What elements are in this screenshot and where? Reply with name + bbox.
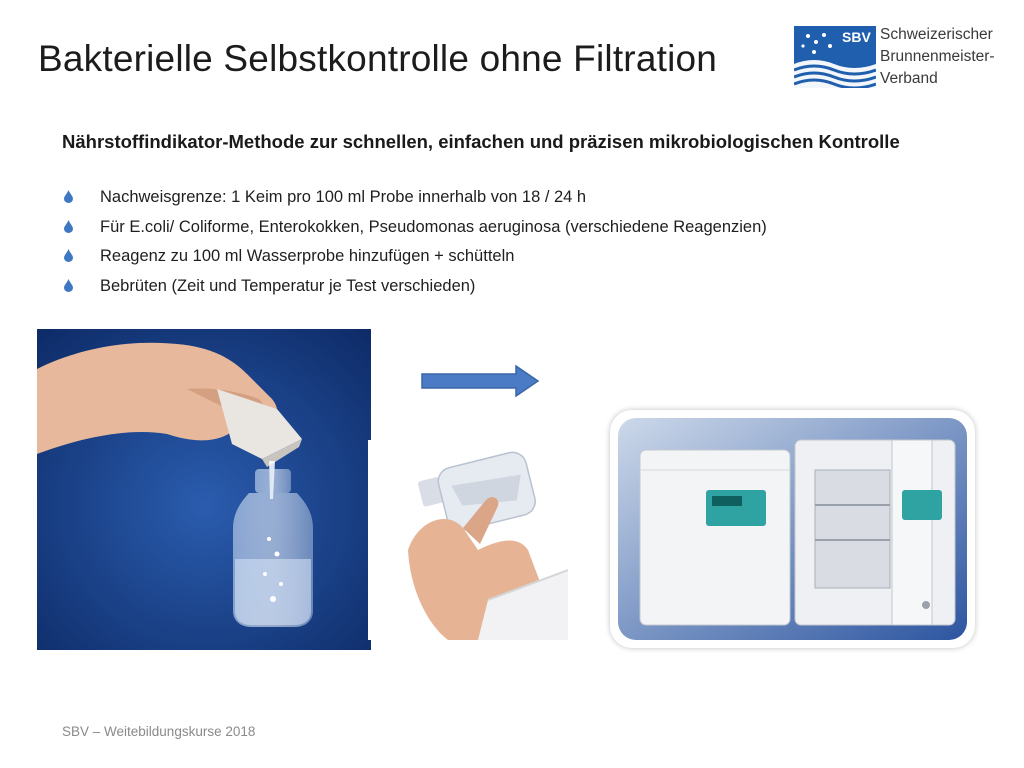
water-drop-bullet-icon [64,190,73,203]
sbv-logo-mark-icon [794,26,876,88]
bullet-text: Für E.coli/ Coliforme, Enterokokken, Pseudomonas aeruginosa (verschiedene Reagenzien) [100,217,767,236]
logo-line-3: Verband [880,70,938,87]
sbv-logo [794,24,1014,94]
right-arrow-icon [420,365,540,397]
logo-line-2: Brunnenmeister- [880,48,995,65]
bullet-text: Reagenz zu 100 ml Wasserprobe hinzufügen + schütteln [100,247,515,265]
bullet-item [62,215,767,245]
bullet-item [62,244,767,274]
incubators-photo [610,410,975,648]
water-drop-bullet-icon [64,279,73,292]
bullet-item [62,274,767,304]
hand-shaking-bottle-photo [368,440,568,640]
bullet-item [62,185,767,215]
bullet-text: Nachweisgrenze: 1 Keim pro 100 ml Probe innerhalb von 18 / 24 h [100,188,587,206]
logo-line-1: Schweizerischer [880,26,993,43]
logo-text [880,24,995,90]
slide-footer: SBV – Weitebildungskurse 2018 [62,724,256,739]
slide-title: Bakterielle Selbstkontrolle ohne Filtration [38,38,718,79]
logo-abbr: SBV [842,29,871,45]
hand-pouring-reagent-photo [37,329,371,650]
slide-subtitle: Nährstoffindikator-Methode zur schnellen, einfachen und präzisen mikrobiologischen Kontrolle [62,131,900,152]
bullet-text: Bebrüten (Zeit und Temperatur je Test verschieden) [100,276,476,295]
water-drop-bullet-icon [64,249,73,262]
water-drop-bullet-icon [64,220,73,233]
bullet-list [62,185,767,303]
